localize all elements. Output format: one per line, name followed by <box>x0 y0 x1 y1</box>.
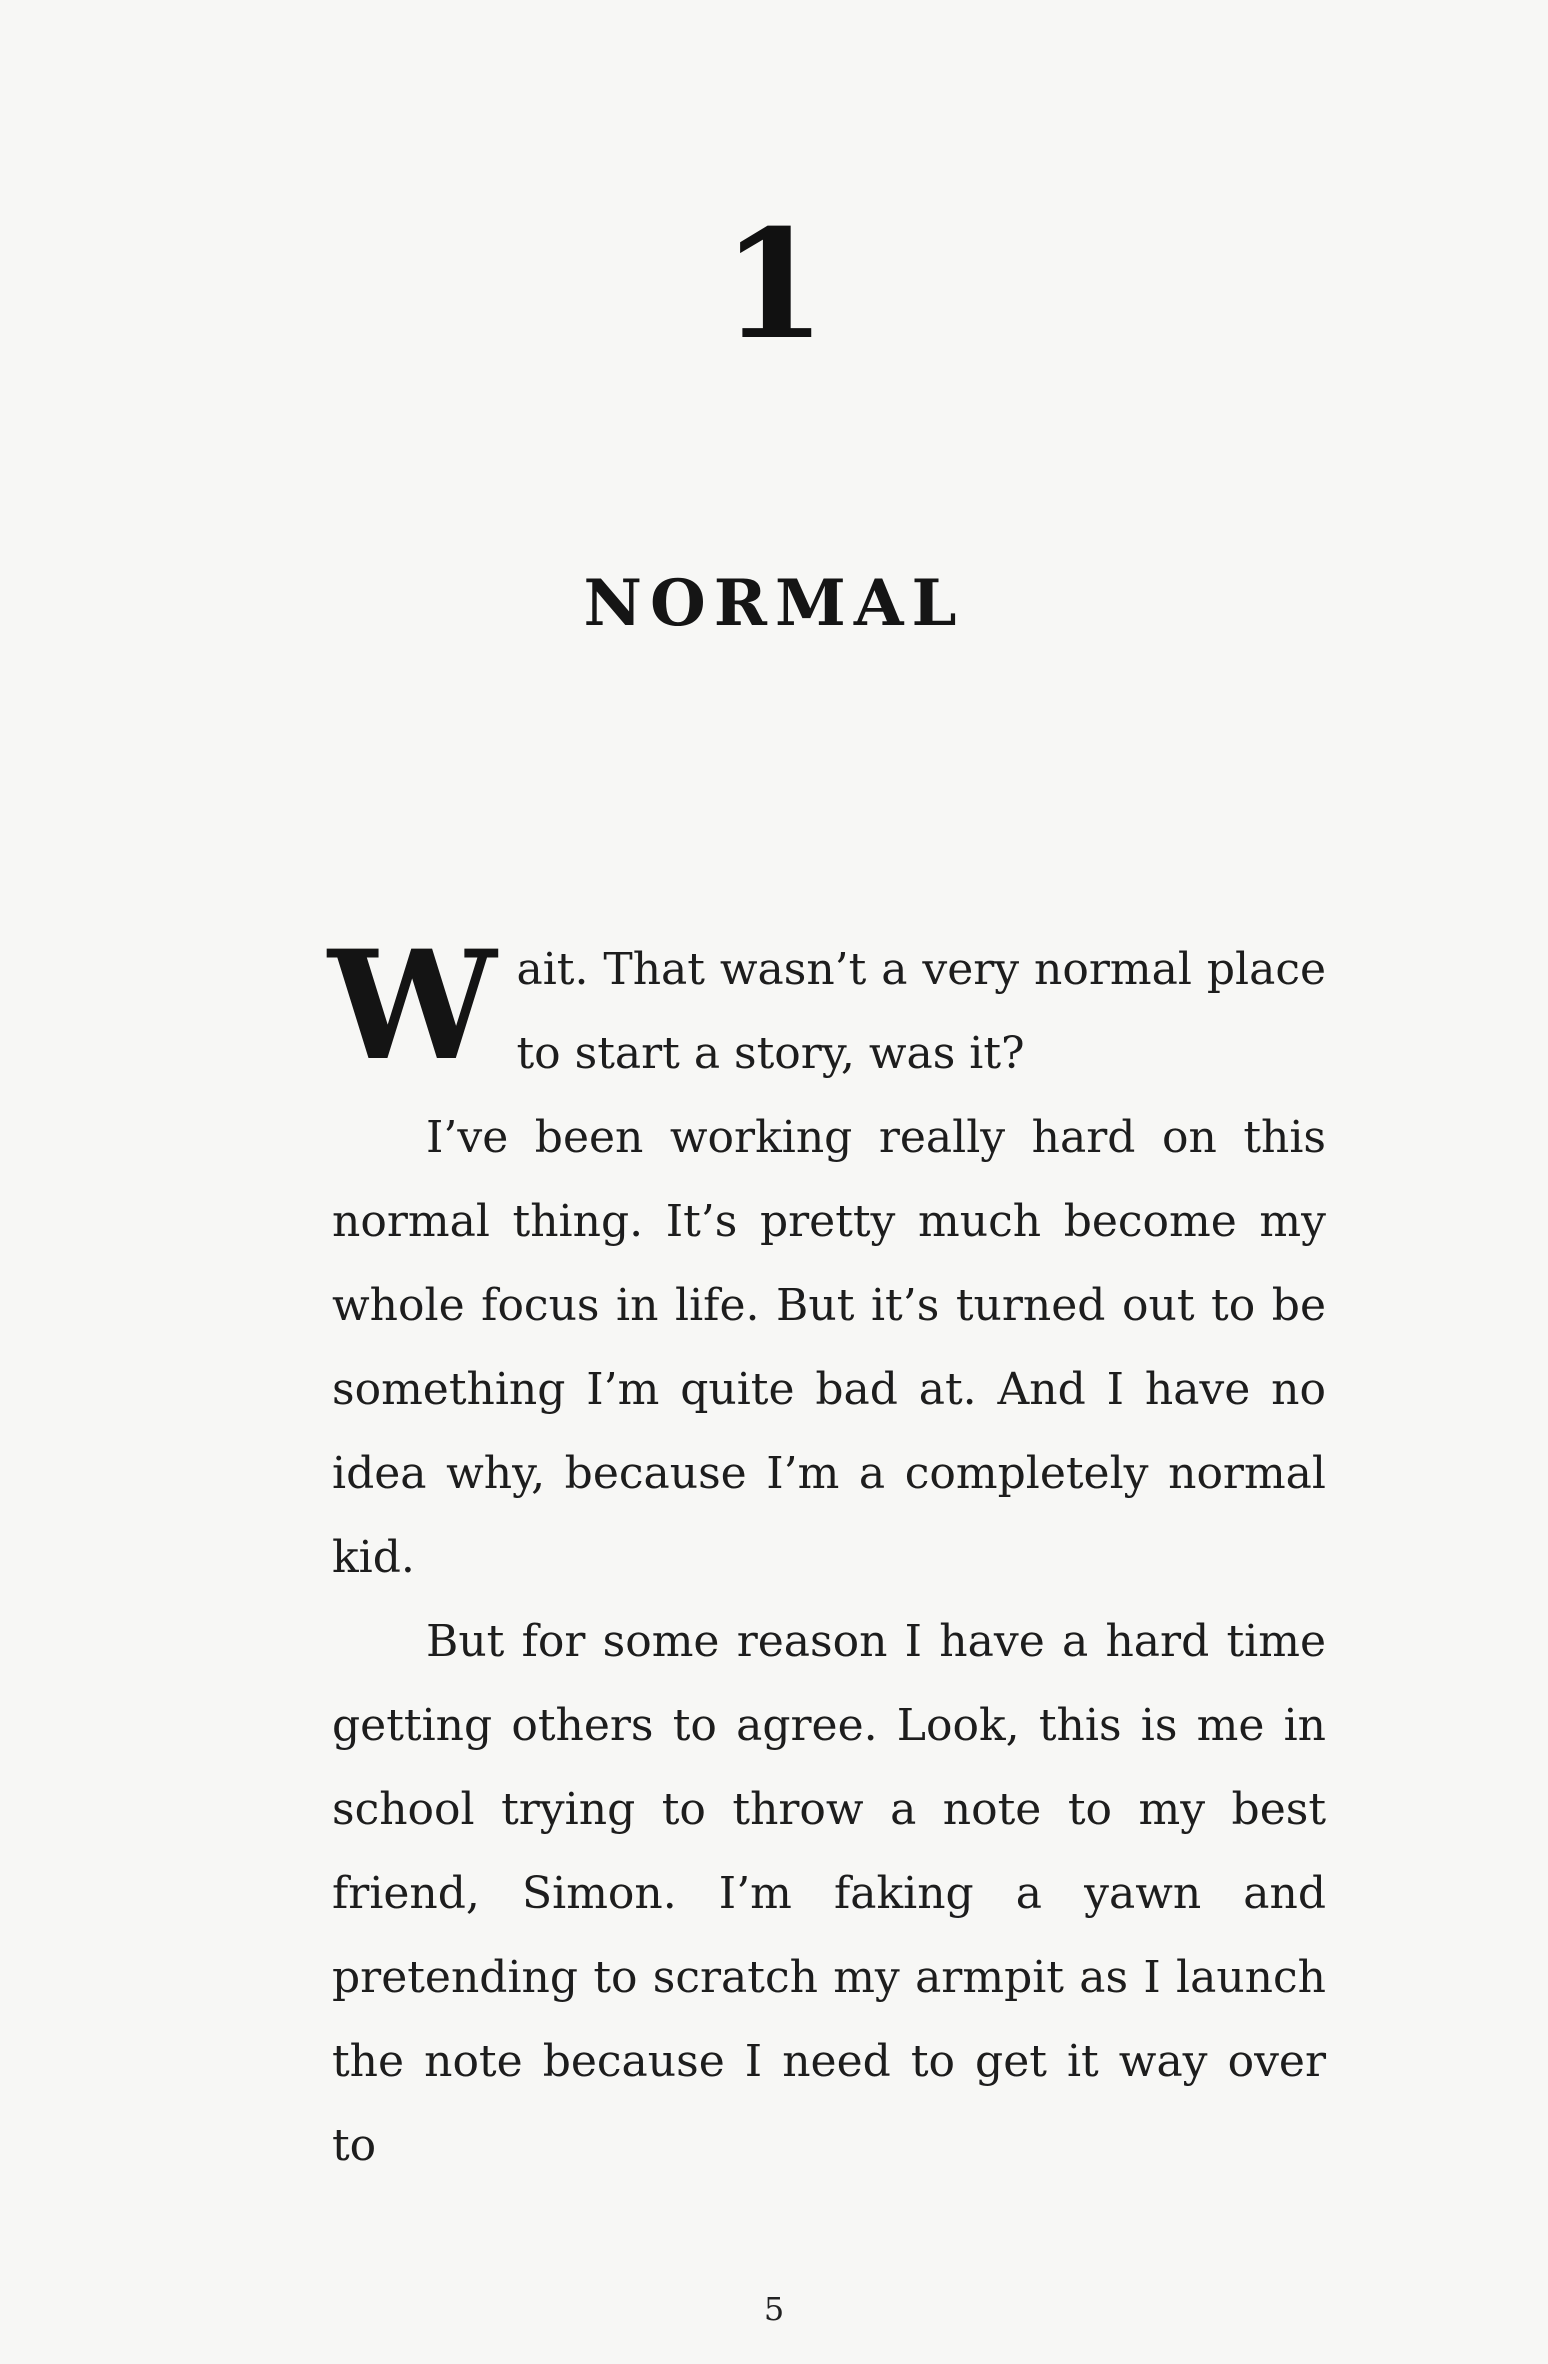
page-number: 5 <box>763 2290 785 2328</box>
paragraph-2: I’ve been working really hard on this normal thing. It’s pretty much become my whole focus in life. But it’s turned out to be something I’m quite bad at. And I have no idea why, because I’m a completely normal kid. <box>332 1112 1326 1583</box>
paragraph-3: But for some reason I have a hard time getting others to agree. Look, this is me in school trying to throw a note to my best friend, Simon. I’m faking a yawn and pretending to scratch my armpit as I launch the note because I need to get it way over to <box>332 1616 1326 2171</box>
paragraph-1-text: ait. That wasn’t a very normal place to start a story, was it? <box>516 944 1326 1079</box>
paragraph-1 <box>328 918 1326 1096</box>
chapter-body <box>328 918 1326 2188</box>
chapter-number: 1 <box>721 197 827 373</box>
drop-cap: W <box>328 918 497 1094</box>
chapter-title: NORMAL <box>583 566 965 641</box>
